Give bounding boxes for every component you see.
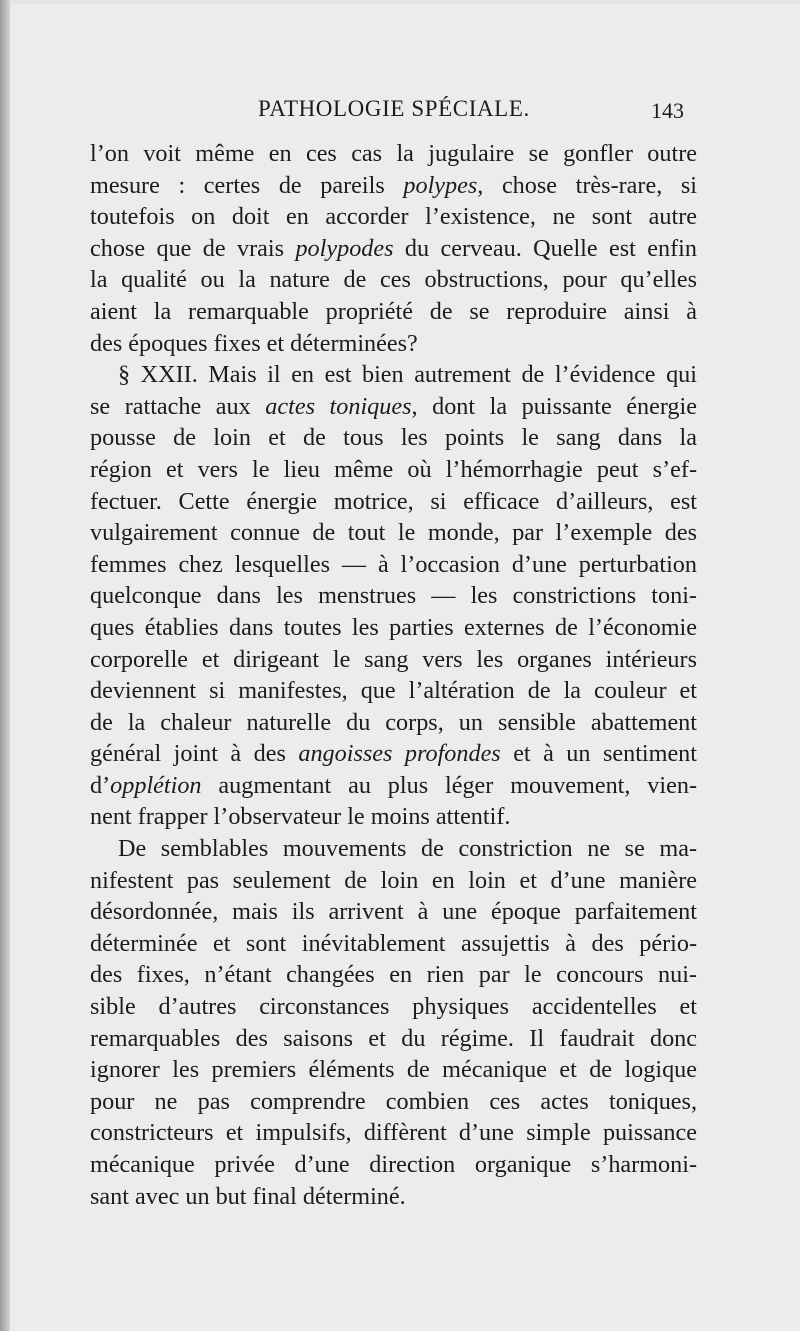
paragraph [90, 359, 697, 833]
text-line: quelconque dans les menstrues — les constrictions toni- [90, 582, 697, 610]
text-line: pousse de loin et de tous les points le sang dans la [90, 424, 697, 452]
paragraph [90, 138, 697, 359]
page-number: 143 [651, 98, 684, 123]
text-line: De semblables mouvements de constriction ne se ma- [118, 835, 697, 863]
text-line: d’opplétion augmentant au plus léger mouvement, vien- [90, 771, 697, 799]
text-line: sible d’autres circonstances physiques accidentelles et [90, 993, 697, 1021]
text-line: remarquables des saisons et du régime. Il faudrait donc [90, 1024, 697, 1052]
text-line: pour ne pas comprendre combien ces actes toniques, [90, 1087, 697, 1115]
text-line: femmes chez lesquelles — à l’occasion d’une perturbation [90, 550, 697, 578]
body-text [90, 138, 697, 1212]
text-line: l’on voit même en ces cas la jugulaire se gonfler outre [90, 140, 697, 167]
text-line: général joint à des angoisses profondes et à un sentiment [90, 740, 697, 768]
paragraph [90, 833, 697, 1212]
text-line: ignorer les premiers éléments de mécanique et de logique [90, 1056, 697, 1084]
text-line: des fixes, n’étant changées en rien par le concours nui- [90, 961, 697, 989]
text-line: aient la remarquable propriété de se reproduire ainsi à [90, 297, 697, 325]
text-line: § XXII. Mais il en est bien autrement de l’évidence qui [118, 361, 697, 389]
running-header [90, 96, 690, 130]
text-line: déterminée et sont inévitablement assujettis à des pério- [90, 929, 697, 957]
text-line: mécanique privée d’une direction organique s’harmoni- [90, 1151, 697, 1178]
text-line: de la chaleur naturelle du corps, un sensible abattement [90, 708, 697, 736]
text-line: fectuer. Cette énergie motrice, si efficace d’ailleurs, est [90, 487, 697, 515]
text-line: constricteurs et impulsifs, diffèrent d’une simple puissance [90, 1119, 697, 1147]
italic-term: polypes [403, 171, 478, 199]
text-line: des époques fixes et déterminées? [90, 329, 418, 357]
text-line: ques établies dans toutes les parties externes de l’économie [90, 613, 697, 641]
text-line: région et vers le lieu même où l’hémorrhagie peut s’ef- [90, 455, 697, 483]
italic-term: polypodes [295, 234, 394, 262]
page-edge-shadow [0, 0, 10, 1331]
italic-term: angoisses profondes [298, 740, 501, 768]
italic-term: actes toniques [265, 392, 412, 420]
text-line: toutefois on doit en accorder l’existence, ne sont autre [90, 203, 697, 231]
text-line: vulgairement connue de tout le monde, par l’exemple des [90, 519, 697, 547]
text-line: désordonnée, mais ils arrivent à une époque parfaitement [90, 898, 697, 926]
running-title: PATHOLOGIE SPÉCIALE. [258, 96, 530, 121]
text-line: nent frapper l’observateur le moins attentif. [90, 803, 511, 831]
text-line: deviennent si manifestes, que l’altération de la couleur et [90, 677, 697, 705]
italic-term: opplétion [110, 771, 202, 799]
text-line: chose que de vrais polypodes du cerveau. Quelle est enfin [90, 234, 697, 262]
text-line: la qualité ou la nature de ces obstructions, pour qu’elles [90, 266, 697, 294]
text-line: corporelle et dirigeant le sang vers les organes intérieurs [90, 645, 697, 673]
text-line: sant avec un but final déterminé. [90, 1182, 406, 1210]
text-line: nifestent pas seulement de loin en loin et d’une manière [90, 866, 697, 894]
text-line: mesure : certes de pareils polypes, chose très-rare, si [90, 171, 698, 199]
text-line: se rattache aux actes toniques, dont la puissante énergie [90, 392, 697, 420]
